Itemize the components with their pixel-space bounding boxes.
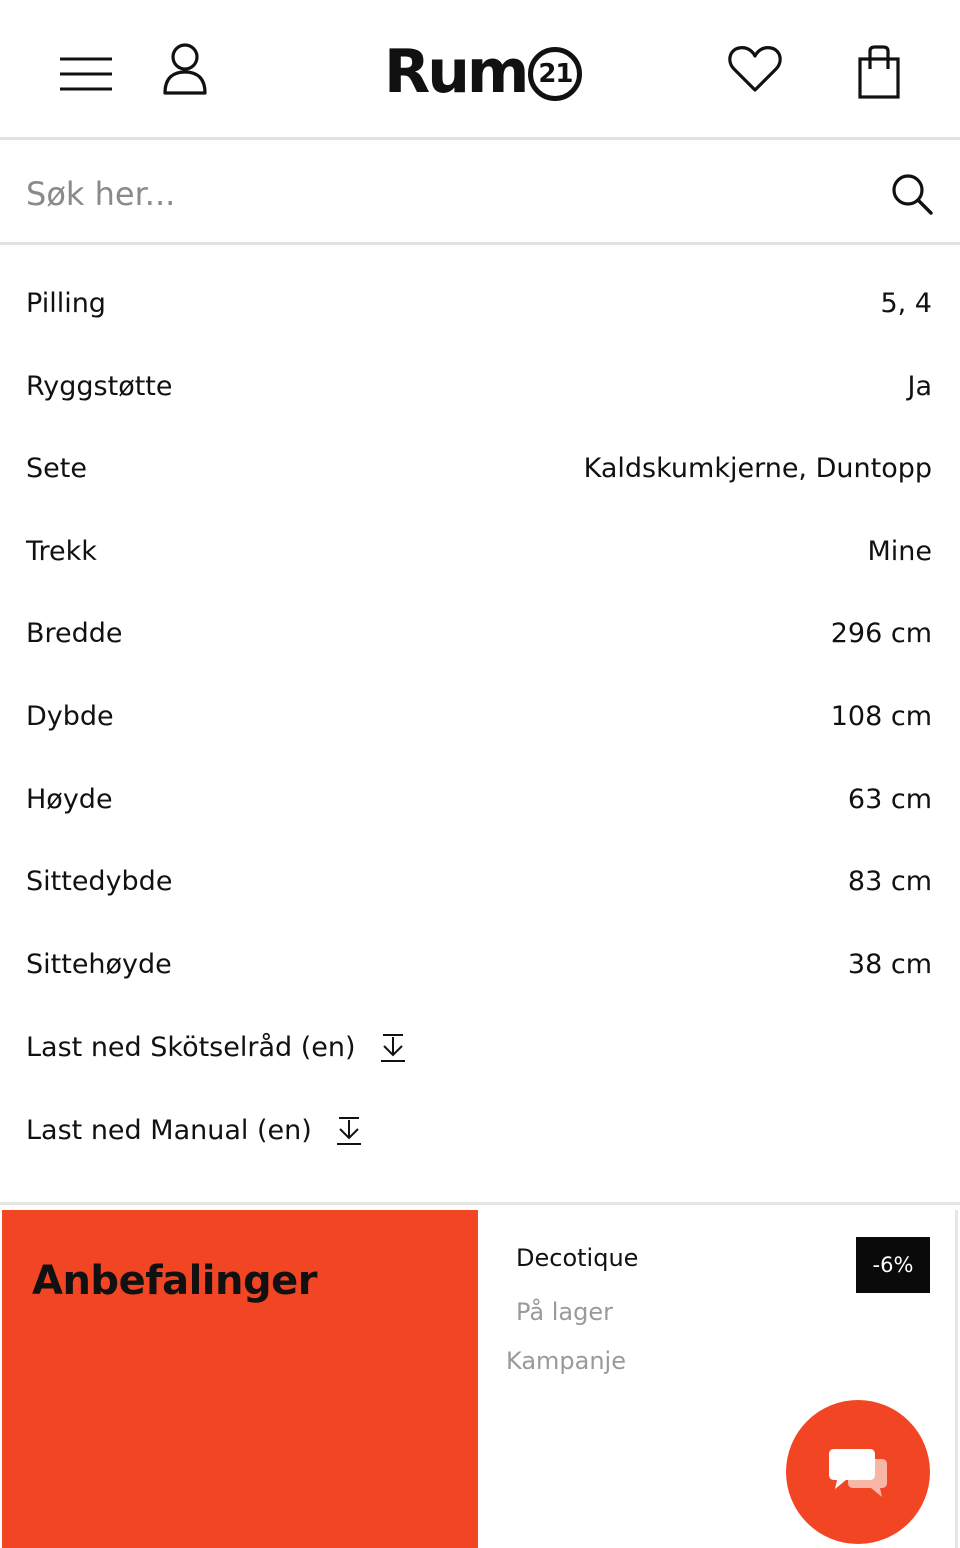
spec-row bbox=[0, 268, 960, 351]
spec-row bbox=[0, 598, 960, 681]
spec-value: Mine bbox=[867, 535, 932, 567]
spec-value: Ja bbox=[907, 370, 932, 402]
recommendations-title: Anbefalinger bbox=[32, 1258, 317, 1304]
site-logo[interactable] bbox=[384, 36, 582, 108]
spec-label: Høyde bbox=[26, 783, 113, 815]
heart-icon bbox=[728, 45, 782, 93]
spec-row bbox=[0, 351, 960, 434]
spec-row bbox=[0, 516, 960, 599]
product-specifications bbox=[0, 268, 960, 1011]
wishlist-button[interactable] bbox=[722, 36, 788, 102]
spec-label: Sete bbox=[26, 453, 87, 485]
account-button[interactable] bbox=[152, 36, 218, 102]
spec-value: 296 cm bbox=[830, 618, 932, 650]
spec-value: 83 cm bbox=[847, 866, 932, 898]
search-bar bbox=[0, 143, 960, 245]
spec-label: Sittehøyde bbox=[26, 948, 172, 980]
spec-value: 108 cm bbox=[830, 700, 932, 732]
menu-button[interactable] bbox=[52, 40, 120, 108]
spec-value: 38 cm bbox=[847, 948, 932, 980]
product-brand: Decotique bbox=[516, 1244, 639, 1272]
chat-bubbles-icon bbox=[826, 1445, 890, 1499]
campaign-label: Kampanje bbox=[506, 1347, 626, 1375]
stock-status: På lager bbox=[516, 1298, 613, 1326]
spec-label: Ryggstøtte bbox=[26, 370, 173, 402]
site-header bbox=[0, 0, 960, 140]
discount-badge: -6% bbox=[856, 1237, 930, 1293]
download-link-label: Last ned Skötselråd (en) bbox=[26, 1032, 356, 1063]
download-link-label: Last ned Manual (en) bbox=[26, 1115, 312, 1146]
recommendations-panel bbox=[2, 1210, 478, 1548]
hamburger-menu-icon bbox=[58, 56, 114, 92]
spec-value: 63 cm bbox=[847, 783, 932, 815]
search-icon bbox=[890, 172, 934, 216]
download-icon bbox=[336, 1116, 362, 1146]
spec-row bbox=[0, 929, 960, 1012]
chat-button[interactable] bbox=[786, 1400, 930, 1544]
spec-label: Trekk bbox=[26, 535, 97, 567]
spec-row bbox=[0, 681, 960, 764]
spec-value: Kaldskumkjerne, Duntopp bbox=[583, 453, 932, 485]
shopping-bag-icon bbox=[858, 45, 900, 99]
user-icon bbox=[162, 43, 208, 95]
download-manual-link[interactable] bbox=[26, 1115, 362, 1146]
logo-number-badge: 21 bbox=[528, 47, 582, 101]
spec-label: Bredde bbox=[26, 618, 123, 650]
download-icon bbox=[380, 1033, 406, 1063]
spec-row bbox=[0, 846, 960, 929]
search-button[interactable] bbox=[884, 166, 940, 222]
spec-row bbox=[0, 433, 960, 516]
spec-label: Dybde bbox=[26, 700, 114, 732]
spec-row bbox=[0, 764, 960, 847]
spec-label: Sittedybde bbox=[26, 866, 173, 898]
search-input[interactable] bbox=[26, 163, 846, 225]
spec-label: Pilling bbox=[26, 288, 106, 319]
cart-button[interactable] bbox=[846, 36, 912, 108]
spec-value: 5, 4 bbox=[880, 288, 932, 319]
download-care-instructions-link[interactable] bbox=[26, 1032, 406, 1063]
logo-wordmark: Rum bbox=[384, 37, 527, 107]
